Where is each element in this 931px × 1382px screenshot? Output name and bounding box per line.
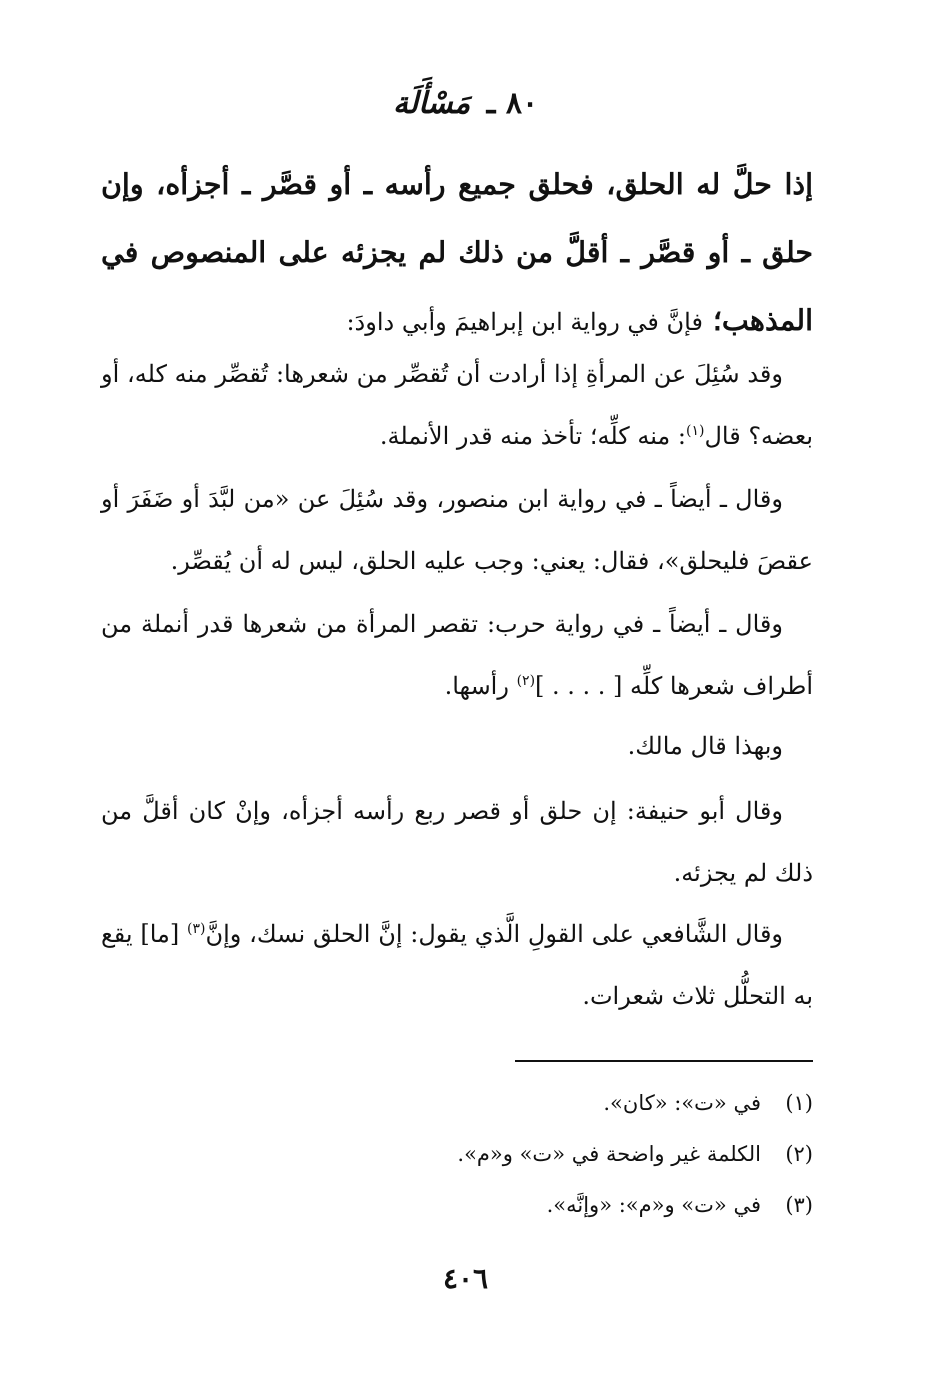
- paragraph-text: وقال الشَّافعي على القولِ الَّذي يقول: إنَّ الحلق نسك، وإنَّ: [205, 920, 783, 948]
- issue-statement-bold: إذا حلَّ له الحلق، فحلق جميع رأسه ـ أو قصَّر ـ أجزأه، وإن حلق ـ أو قصَّر ـ أقلَّ من ذلك لم يجزئه على المنصوص في المذهب؛: [101, 167, 813, 337]
- issue-statement-tail: فإنَّ في رواية ابن إبراهيمَ وأبي داودَ:: [346, 308, 703, 336]
- issue-number: ٨٠ ـ: [486, 86, 539, 121]
- footnote-ref: (١): [686, 423, 705, 439]
- paragraph-text: وبهذا قال مالك.: [627, 732, 783, 760]
- paragraph-text: وقال ـ أيضاً ـ في رواية حرب: تقصر المرأة من شعرها قدر أنملة من أطراف شعرها كلِّه [ . . . . ]: [101, 610, 813, 700]
- issue-heading: [0, 84, 931, 124]
- paragraph-text: : منه كلِّه؛ تأخذ منه قدر الأنملة.: [379, 422, 686, 450]
- paragraph-5: [101, 780, 813, 904]
- footnote-number: (٢): [785, 1142, 813, 1166]
- paragraph-4: [101, 715, 813, 777]
- footnotes: [101, 1078, 813, 1231]
- footnote-text: الكلمة غير واضحة في «ت» و«م».: [457, 1142, 761, 1166]
- footnote-number: (٣): [785, 1193, 813, 1217]
- footnote-3: [101, 1180, 813, 1231]
- footnote-ref: (٢): [516, 673, 536, 689]
- paragraph-3: [101, 593, 813, 717]
- footnote-text: في «ت»: «كان».: [603, 1091, 761, 1115]
- issue-word: مَسْأَلَة: [392, 86, 471, 121]
- paragraph-2: [101, 468, 813, 592]
- footnote-number: (١): [785, 1091, 813, 1115]
- footnote-text: في «ت» و«م»: «وإنَّه».: [546, 1193, 761, 1217]
- paragraph-6: [101, 903, 813, 1027]
- page-number: ٤٠٦: [442, 1262, 489, 1295]
- footnote-ref: (٣): [187, 921, 206, 937]
- footnote-divider: [515, 1060, 813, 1062]
- paragraph-text: وقال أبو حنيفة: إن حلق أو قصر ربع رأسه أجزأه، وإنْ كان أقلَّ من ذلك لم يجزئه.: [101, 797, 813, 887]
- paragraph-1: [101, 343, 813, 467]
- paragraph-text: وقال ـ أيضاً ـ في رواية ابن منصور، وقد سُئِلَ عن «من لبَّدَ أو ضَفَرَ أو عقصَ فليحلق»، فقال: يعني: وجب عليه الحلق، ليس له أن يُقصِّر.: [101, 485, 813, 575]
- issue-statement: [101, 150, 813, 356]
- paragraph-text: [ما] يقع به التحلُّل ثلاث شعرات.: [101, 920, 813, 1010]
- footnote-1: [101, 1078, 813, 1129]
- paragraph-text: وقد سُئِلَ عن المرأةِ إذا أرادت أن تُقصِّر من شعرها: تُقصِّر منه كله، أو بعضه؟ قال: [101, 360, 813, 450]
- paragraph-text: رأسها.: [444, 672, 517, 700]
- footnote-2: [101, 1129, 813, 1180]
